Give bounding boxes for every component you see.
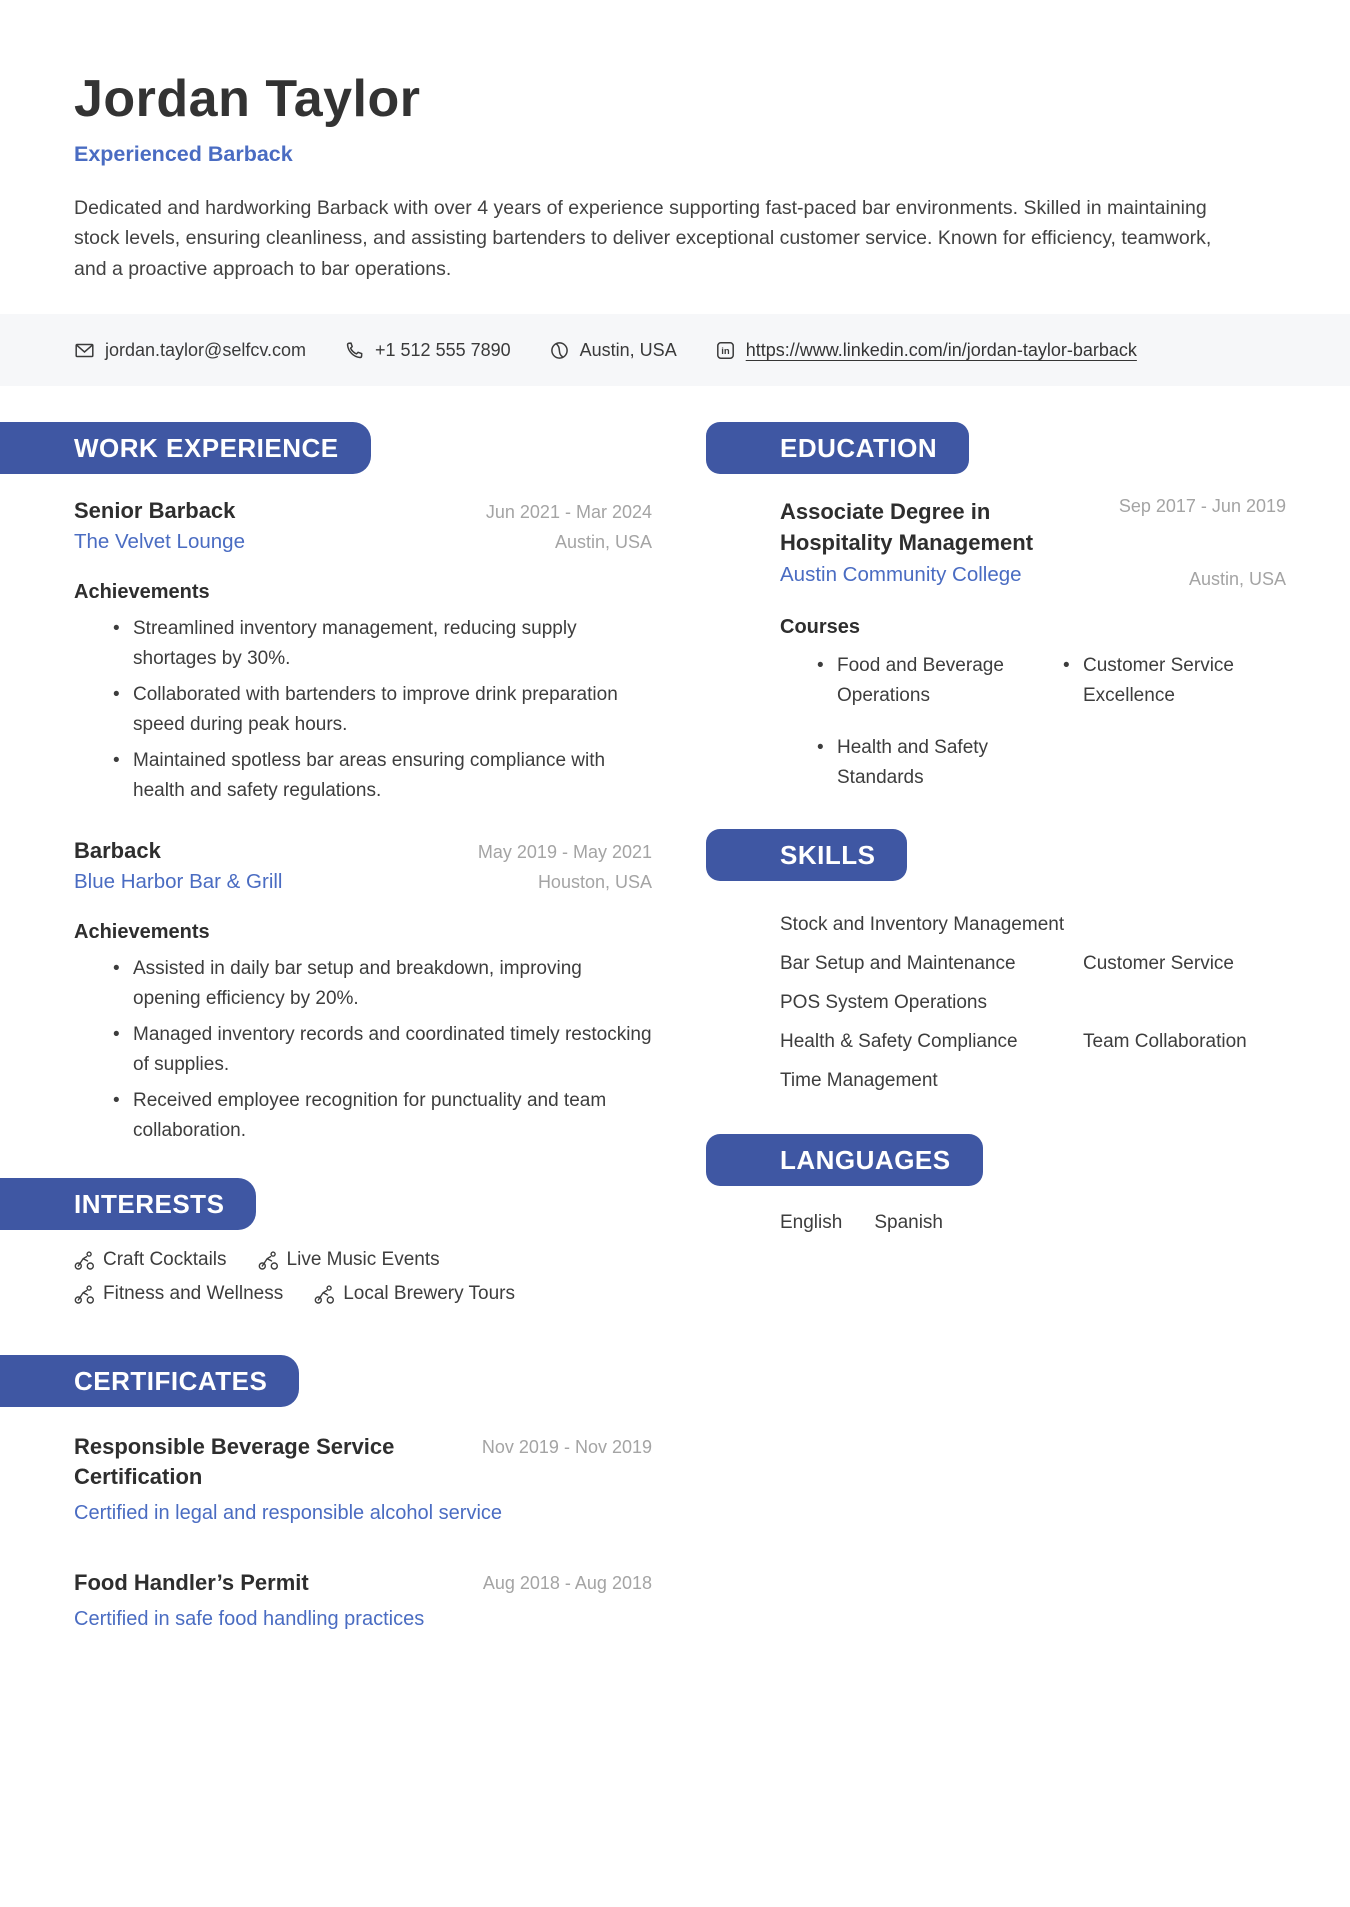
job-dates: Jun 2021 - Mar 2024 (485, 502, 652, 523)
interest-label: Craft Cocktails (103, 1249, 227, 1271)
email-icon (74, 340, 95, 361)
job-location: Austin, USA (554, 532, 652, 553)
contact-email (74, 340, 306, 361)
section-heading-languages: LANGUAGES (706, 1134, 983, 1186)
biking-icon (74, 1250, 95, 1271)
interest-item (74, 1283, 283, 1305)
degree-name: Associate Degree in Hospitality Management (780, 499, 1034, 556)
section-heading-skills: SKILLS (706, 829, 907, 881)
interest-label: Local Brewery Tours (343, 1283, 516, 1305)
job-title: Barback (74, 838, 161, 864)
interest-label: Fitness and Wellness (103, 1283, 284, 1305)
certificate-entry (0, 1432, 652, 1528)
achievement-item: • Maintained spotless bar areas ensuring compliance with health and safety regulations. (74, 746, 652, 806)
svg-text:in: in (720, 345, 730, 357)
education-entry (706, 496, 1286, 793)
languages-section (706, 1134, 1286, 1234)
achievement-list (74, 614, 652, 806)
main-content (0, 422, 1350, 1634)
courses-list (817, 651, 1286, 793)
skill-item: Customer Service (1083, 953, 1234, 975)
language-item: Spanish (874, 1212, 943, 1234)
contact-phone (344, 340, 511, 361)
right-column (706, 422, 1286, 1634)
contact-location (549, 340, 677, 361)
skill-item: POS System Operations (780, 992, 987, 1014)
education-dates: Sep 2017 - Jun 2019 (1118, 496, 1286, 517)
contact-email-text: jordan.taylor@selfcv.com (105, 339, 307, 360)
interest-item (258, 1249, 440, 1271)
certificate-dates: Aug 2018 - Aug 2018 (482, 1573, 652, 1594)
section-heading-work-experience: WORK EXPERIENCE (0, 422, 371, 474)
job-location: Houston, USA (537, 872, 652, 893)
school-link[interactable]: Austin Community College (780, 563, 1022, 587)
contact-phone-text: +1 512 555 7890 (375, 339, 511, 360)
biking-icon (74, 1284, 95, 1305)
job-company-link[interactable]: The Velvet Lounge (74, 530, 245, 554)
contact-linkedin[interactable] (715, 340, 1137, 361)
certificate-name: Responsible Beverage Service Certification (74, 1434, 395, 1490)
achievement-list (74, 954, 652, 1146)
person-job-title: Experienced Barback (74, 141, 293, 166)
job-company-link[interactable]: Blue Harbor Bar & Grill (74, 870, 283, 894)
skill-item: Bar Setup and Maintenance (780, 953, 1016, 975)
education-location: Austin, USA (1188, 569, 1286, 590)
job-entry (0, 836, 652, 1146)
course-item: • Food and Beverage Operations (817, 651, 1043, 711)
contact-bar (0, 314, 1350, 386)
biking-icon (258, 1250, 279, 1271)
skills-section (706, 829, 1286, 1100)
biking-icon (314, 1284, 335, 1305)
interests-section (0, 1178, 652, 1305)
interests-list (0, 1249, 652, 1305)
achievements-label: Achievements (74, 581, 210, 604)
certificate-dates: Nov 2019 - Nov 2019 (481, 1437, 652, 1458)
location-icon (549, 340, 570, 361)
certificate-description: Certified in safe food handling practices (74, 1608, 425, 1631)
interest-item (74, 1249, 227, 1271)
contact-location-text: Austin, USA (579, 339, 677, 360)
person-name: Jordan Taylor (74, 70, 421, 128)
achievements-label: Achievements (74, 921, 210, 944)
language-item: English (780, 1212, 843, 1234)
linkedin-link[interactable]: https://www.linkedin.com/in/jordan-taylor-barback (745, 339, 1137, 360)
skill-item: Stock and Inventory Management (780, 914, 1065, 936)
summary-paragraph: Dedicated and hardworking Barback with over 4 years of experience supporting fast-paced bar environments. Skilled in maintaining stock levels, ensuring cleanliness, and assisting bartenders to deliver exceptional customer service. Known for efficiency, teamwork, and a proactive approach to bar operations. (74, 196, 1212, 280)
job-entry (0, 496, 652, 806)
left-column (0, 422, 652, 1634)
phone-icon (344, 340, 365, 361)
languages-list (706, 1212, 1286, 1234)
courses-label: Courses (780, 616, 861, 639)
skill-item: Time Management (780, 1070, 938, 1092)
achievement-item: • Streamlined inventory management, reducing supply shortages by 30%. (74, 614, 652, 674)
certificate-entry (0, 1568, 652, 1634)
header (0, 0, 1350, 284)
course-item: • Customer Service Excellence (1063, 651, 1286, 711)
certificates-section (0, 1355, 652, 1634)
skill-item: Team Collaboration (1083, 1031, 1247, 1053)
certificate-description: Certified in legal and responsible alcohol service (74, 1502, 503, 1525)
certificate-name: Food Handler’s Permit (74, 1570, 309, 1596)
job-title: Senior Barback (74, 498, 236, 524)
interest-item (314, 1283, 515, 1305)
job-dates: May 2019 - May 2021 (477, 842, 652, 863)
interest-label: Live Music Events (286, 1249, 440, 1271)
skills-list (706, 905, 1286, 1100)
skill-item: Health & Safety Compliance (780, 1031, 1018, 1053)
achievement-item: • Managed inventory records and coordinated timely restocking of supplies. (74, 1020, 652, 1080)
section-heading-certificates: CERTIFICATES (0, 1355, 299, 1407)
achievement-item: • Assisted in daily bar setup and breakdown, improving opening efficiency by 20%. (74, 954, 652, 1014)
linkedin-icon (715, 340, 736, 361)
course-item: • Health and Safety Standards (817, 733, 1043, 793)
achievement-item: • Collaborated with bartenders to improve drink preparation speed during peak hours. (74, 680, 652, 740)
section-heading-education: EDUCATION (706, 422, 969, 474)
section-heading-interests: INTERESTS (0, 1178, 256, 1230)
achievement-item: • Received employee recognition for punctuality and team collaboration. (74, 1086, 652, 1146)
